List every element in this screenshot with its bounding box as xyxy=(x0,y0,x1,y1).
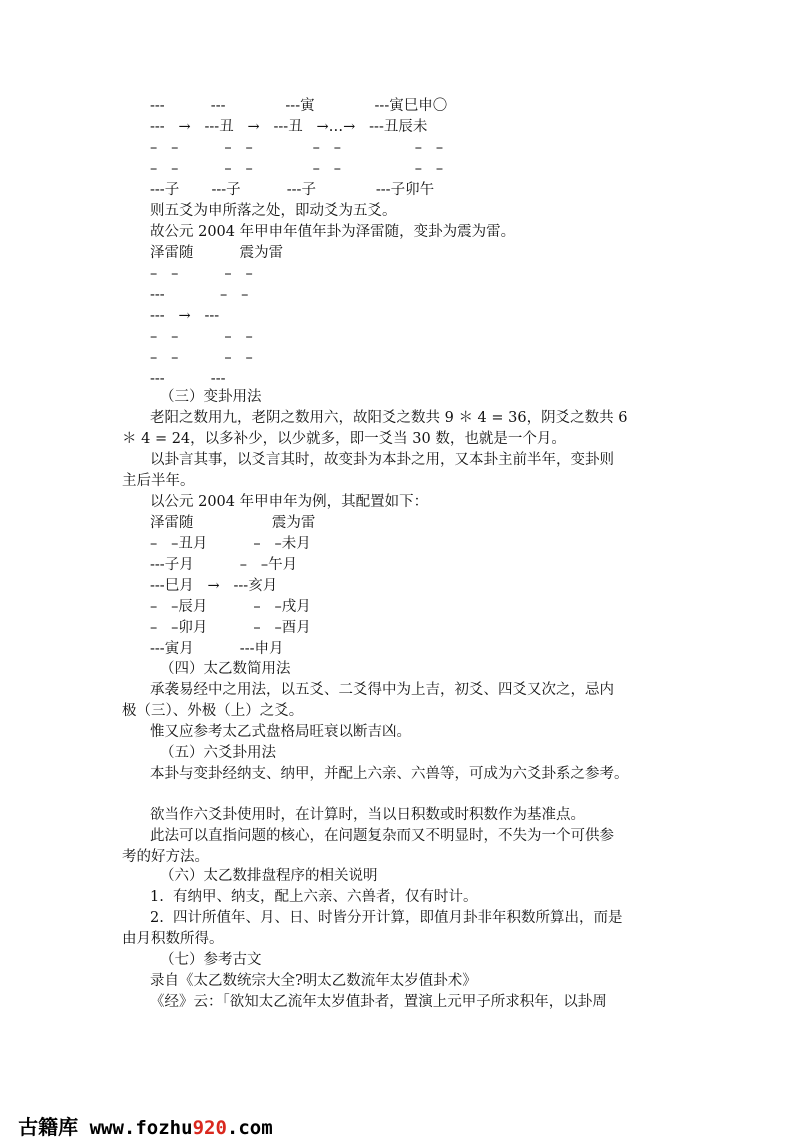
paragraph-line: 《经》云：「欲知太乙流年太岁值卦者，置演上元甲子所求积年，以卦周 xyxy=(150,994,607,1010)
hexagram-diagram-line: --- --- ---寅 ---寅巳申〇 xyxy=(150,98,448,114)
paragraph-line: 承袭易经中之用法，以五爻、二爻得中为上吉，初爻、四爻又次之，忌内 xyxy=(150,682,614,698)
hexagram-diagram-line: ---子 ---子 ---子 ---子卯午 xyxy=(150,182,435,198)
hexagram-diagram-line: ---子月 – –午月 xyxy=(150,557,298,573)
paragraph-line: 则五爻为申所落之处，即动爻为五爻。 xyxy=(150,203,397,219)
hexagram-diagram-line: ---寅月 ---申月 xyxy=(150,641,284,657)
section-heading: （七）参考古文 xyxy=(160,952,262,968)
hexagram-diagram-line: – –辰月 – –戌月 xyxy=(150,599,311,615)
section-heading: （五）六爻卦用法 xyxy=(160,745,276,761)
section-heading: （四）太乙数简用法 xyxy=(160,661,291,677)
paragraph-line: 极（三）、外极（上）之爻。 xyxy=(122,703,304,719)
paragraph-line: 惟又应参考太乙式盘格局旺衰以断吉凶。 xyxy=(150,724,411,740)
paragraph-line: 考的好方法。 xyxy=(122,849,209,865)
site-watermark xyxy=(8,1088,273,1139)
hexagram-diagram-line: --- --- xyxy=(150,371,226,387)
hexagram-diagram-line: – – – – xyxy=(150,266,253,282)
paragraph-line: 欲当作六爻卦使用时，在计算时，当以日积数或时积数作为基准点。 xyxy=(150,807,585,823)
paragraph-line: 故公元 2004 年甲申年值年卦为泽雷随，变卦为震为雷。 xyxy=(150,224,516,240)
section-heading: （六）太乙数排盘程序的相关说明 xyxy=(160,868,378,884)
list-item: 1. 有纳甲、纳支，配上六亲、六兽者，仅有时计。 xyxy=(150,889,478,905)
site-url-digits: 920 xyxy=(192,1117,227,1139)
hexagram-header: 泽雷随 震为雷 xyxy=(150,515,316,531)
list-item: 2. 四计所值年、月、日、时皆分开计算，即值月卦非年积数所算出，而是 xyxy=(150,910,623,926)
paragraph-line: 由月积数所得。 xyxy=(122,931,224,947)
hexagram-header: 泽雷随 震为雷 xyxy=(150,245,284,261)
hexagram-diagram-line: --- → ---丑 → ---丑 →…→ ---丑辰未 xyxy=(150,119,428,135)
site-name: 古籍库 xyxy=(18,1115,79,1139)
hexagram-diagram-line: – –卯月 – –酉月 xyxy=(150,620,311,636)
hexagram-diagram-line: --- → --- xyxy=(150,308,220,324)
hexagram-diagram-line: – – – – – – – – xyxy=(150,140,444,156)
paragraph-line: 以卦言其事，以爻言其时，故变卦为本卦之用，又本卦主前半年，变卦则 xyxy=(150,452,614,468)
hexagram-diagram-line: – – – – xyxy=(150,329,253,345)
paragraph-line: 录自《太乙数统宗大全?明太乙数流年太岁值卦术》 xyxy=(150,973,477,989)
paragraph-line: 此法可以直指问题的核心，在问题复杂而又不明显时，不失为一个可供参 xyxy=(150,828,614,844)
paragraph-line: 主后半年。 xyxy=(122,473,195,489)
hexagram-diagram-line: --- – – xyxy=(150,287,249,303)
paragraph-line: 老阳之数用九，老阴之数用六，故阳爻之数共 9 ＊ 4 = 36，阴爻之数共 6 xyxy=(150,410,628,426)
paragraph-line: 本卦与变卦经纳支、纳甲，并配上六亲、六兽等，可成为六爻卦系之参考。 xyxy=(150,766,629,782)
hexagram-diagram-line: – –丑月 – –未月 xyxy=(150,536,311,552)
hexagram-diagram-line: – – – – xyxy=(150,350,253,366)
site-url xyxy=(78,1117,272,1139)
hexagram-diagram-line: – – – – – – – – xyxy=(150,161,444,177)
paragraph-line: ＊ 4 = 24，以多补少，以少就多，即一爻当 30 数，也就是一个月。 xyxy=(122,431,566,447)
paragraph-line: 以公元 2004 年甲申年为例，其配置如下： xyxy=(150,494,429,510)
section-heading: （三）变卦用法 xyxy=(160,389,262,405)
hexagram-diagram-line: ---巳月 → ---亥月 xyxy=(150,578,278,594)
site-url-prefix: www.fozhu xyxy=(78,1117,193,1139)
site-url-suffix: .com xyxy=(226,1117,273,1139)
